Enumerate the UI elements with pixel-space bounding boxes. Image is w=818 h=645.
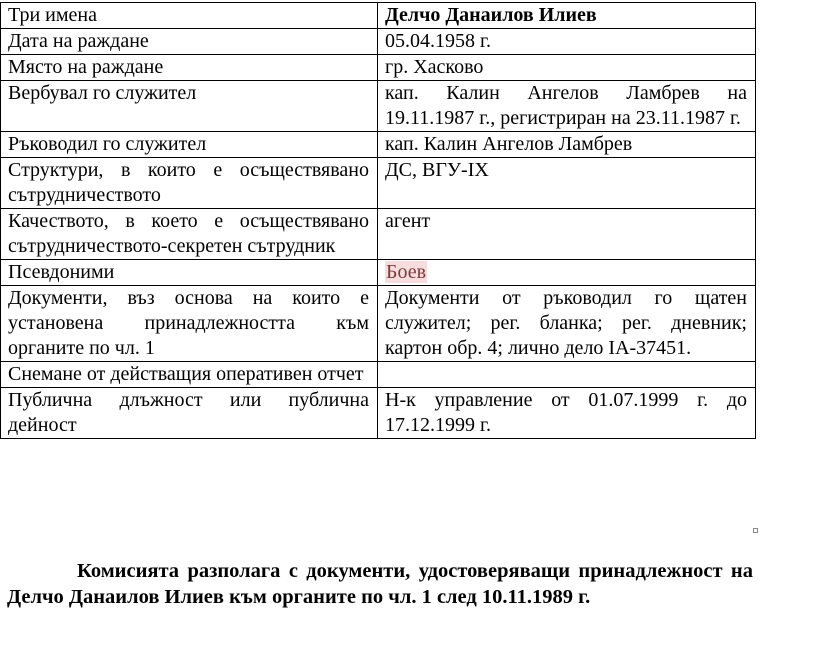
label-birth-date: Дата на раждане: [1, 29, 378, 55]
table-row-birth-date: [1, 29, 756, 55]
table-resize-handle[interactable]: [753, 528, 758, 533]
commission-statement: Комисията разполага с документи, удостоверяващи принадлежност на Делчо Данаилов Илиев към органите по чл. 1 след 10.11.1989 г.: [7, 560, 753, 608]
value-recruiter: кап. Калин Ангелов Ламбрев на 19.11.1987 г., регистриран на 23.11.1987 г.: [378, 81, 756, 132]
label-pseudonyms: Псевдоними: [1, 260, 378, 286]
table-row-full-name: [1, 3, 756, 29]
value-public-office: Н-к управление от 01.07.1999 г. до 17.12.1999 г.: [378, 388, 756, 439]
label-removal: Снемане от действащия оперативен отчет: [1, 362, 378, 388]
table-row-recruiter: [1, 81, 756, 132]
table-row-handler: [1, 132, 756, 158]
value-birth-date: 05.04.1958 г.: [378, 29, 756, 55]
label-full-name: Три имена: [1, 3, 378, 29]
value-pseudonyms: [378, 260, 756, 286]
label-documents: Документи, въз основа на които е установена принадлежността към органите по чл. 1: [1, 286, 378, 362]
table-row-removal: [1, 362, 756, 388]
table-row-capacity: [1, 209, 756, 260]
record-table: [0, 2, 756, 439]
value-documents: Документи от ръководил го щатен служител; рег. бланка; рег. дневник; картон обр. 4; лично дело IА-37451.: [378, 286, 756, 362]
label-birth-place: Място на раждане: [1, 55, 378, 81]
value-structures: ДС, ВГУ-IХ: [378, 158, 756, 209]
table-row-documents: [1, 286, 756, 362]
highlighted-pseudonym: Боев: [386, 261, 427, 283]
value-handler: кап. Калин Ангелов Ламбрев: [378, 132, 756, 158]
table-row-public-office: [1, 388, 756, 439]
table-row-birth-place: [1, 55, 756, 81]
value-birth-place: гр. Хасково: [378, 55, 756, 81]
label-handler: Ръководил го служител: [1, 132, 378, 158]
label-structures: Структури, в които е осъществявано сътрудничеството: [1, 158, 378, 209]
table-row-pseudonyms: [1, 260, 756, 286]
value-full-name: Делчо Данаилов Илиев: [378, 3, 756, 29]
label-public-office: Публична длъжност или публична дейност: [1, 388, 378, 439]
label-recruiter: Вербувал го служител: [1, 81, 378, 132]
table-row-structures: [1, 158, 756, 209]
value-removal: [378, 362, 756, 388]
label-capacity: Качеството, в което е осъществявано сътрудничеството-секретен сътрудник: [1, 209, 378, 260]
value-capacity: агент: [378, 209, 756, 260]
